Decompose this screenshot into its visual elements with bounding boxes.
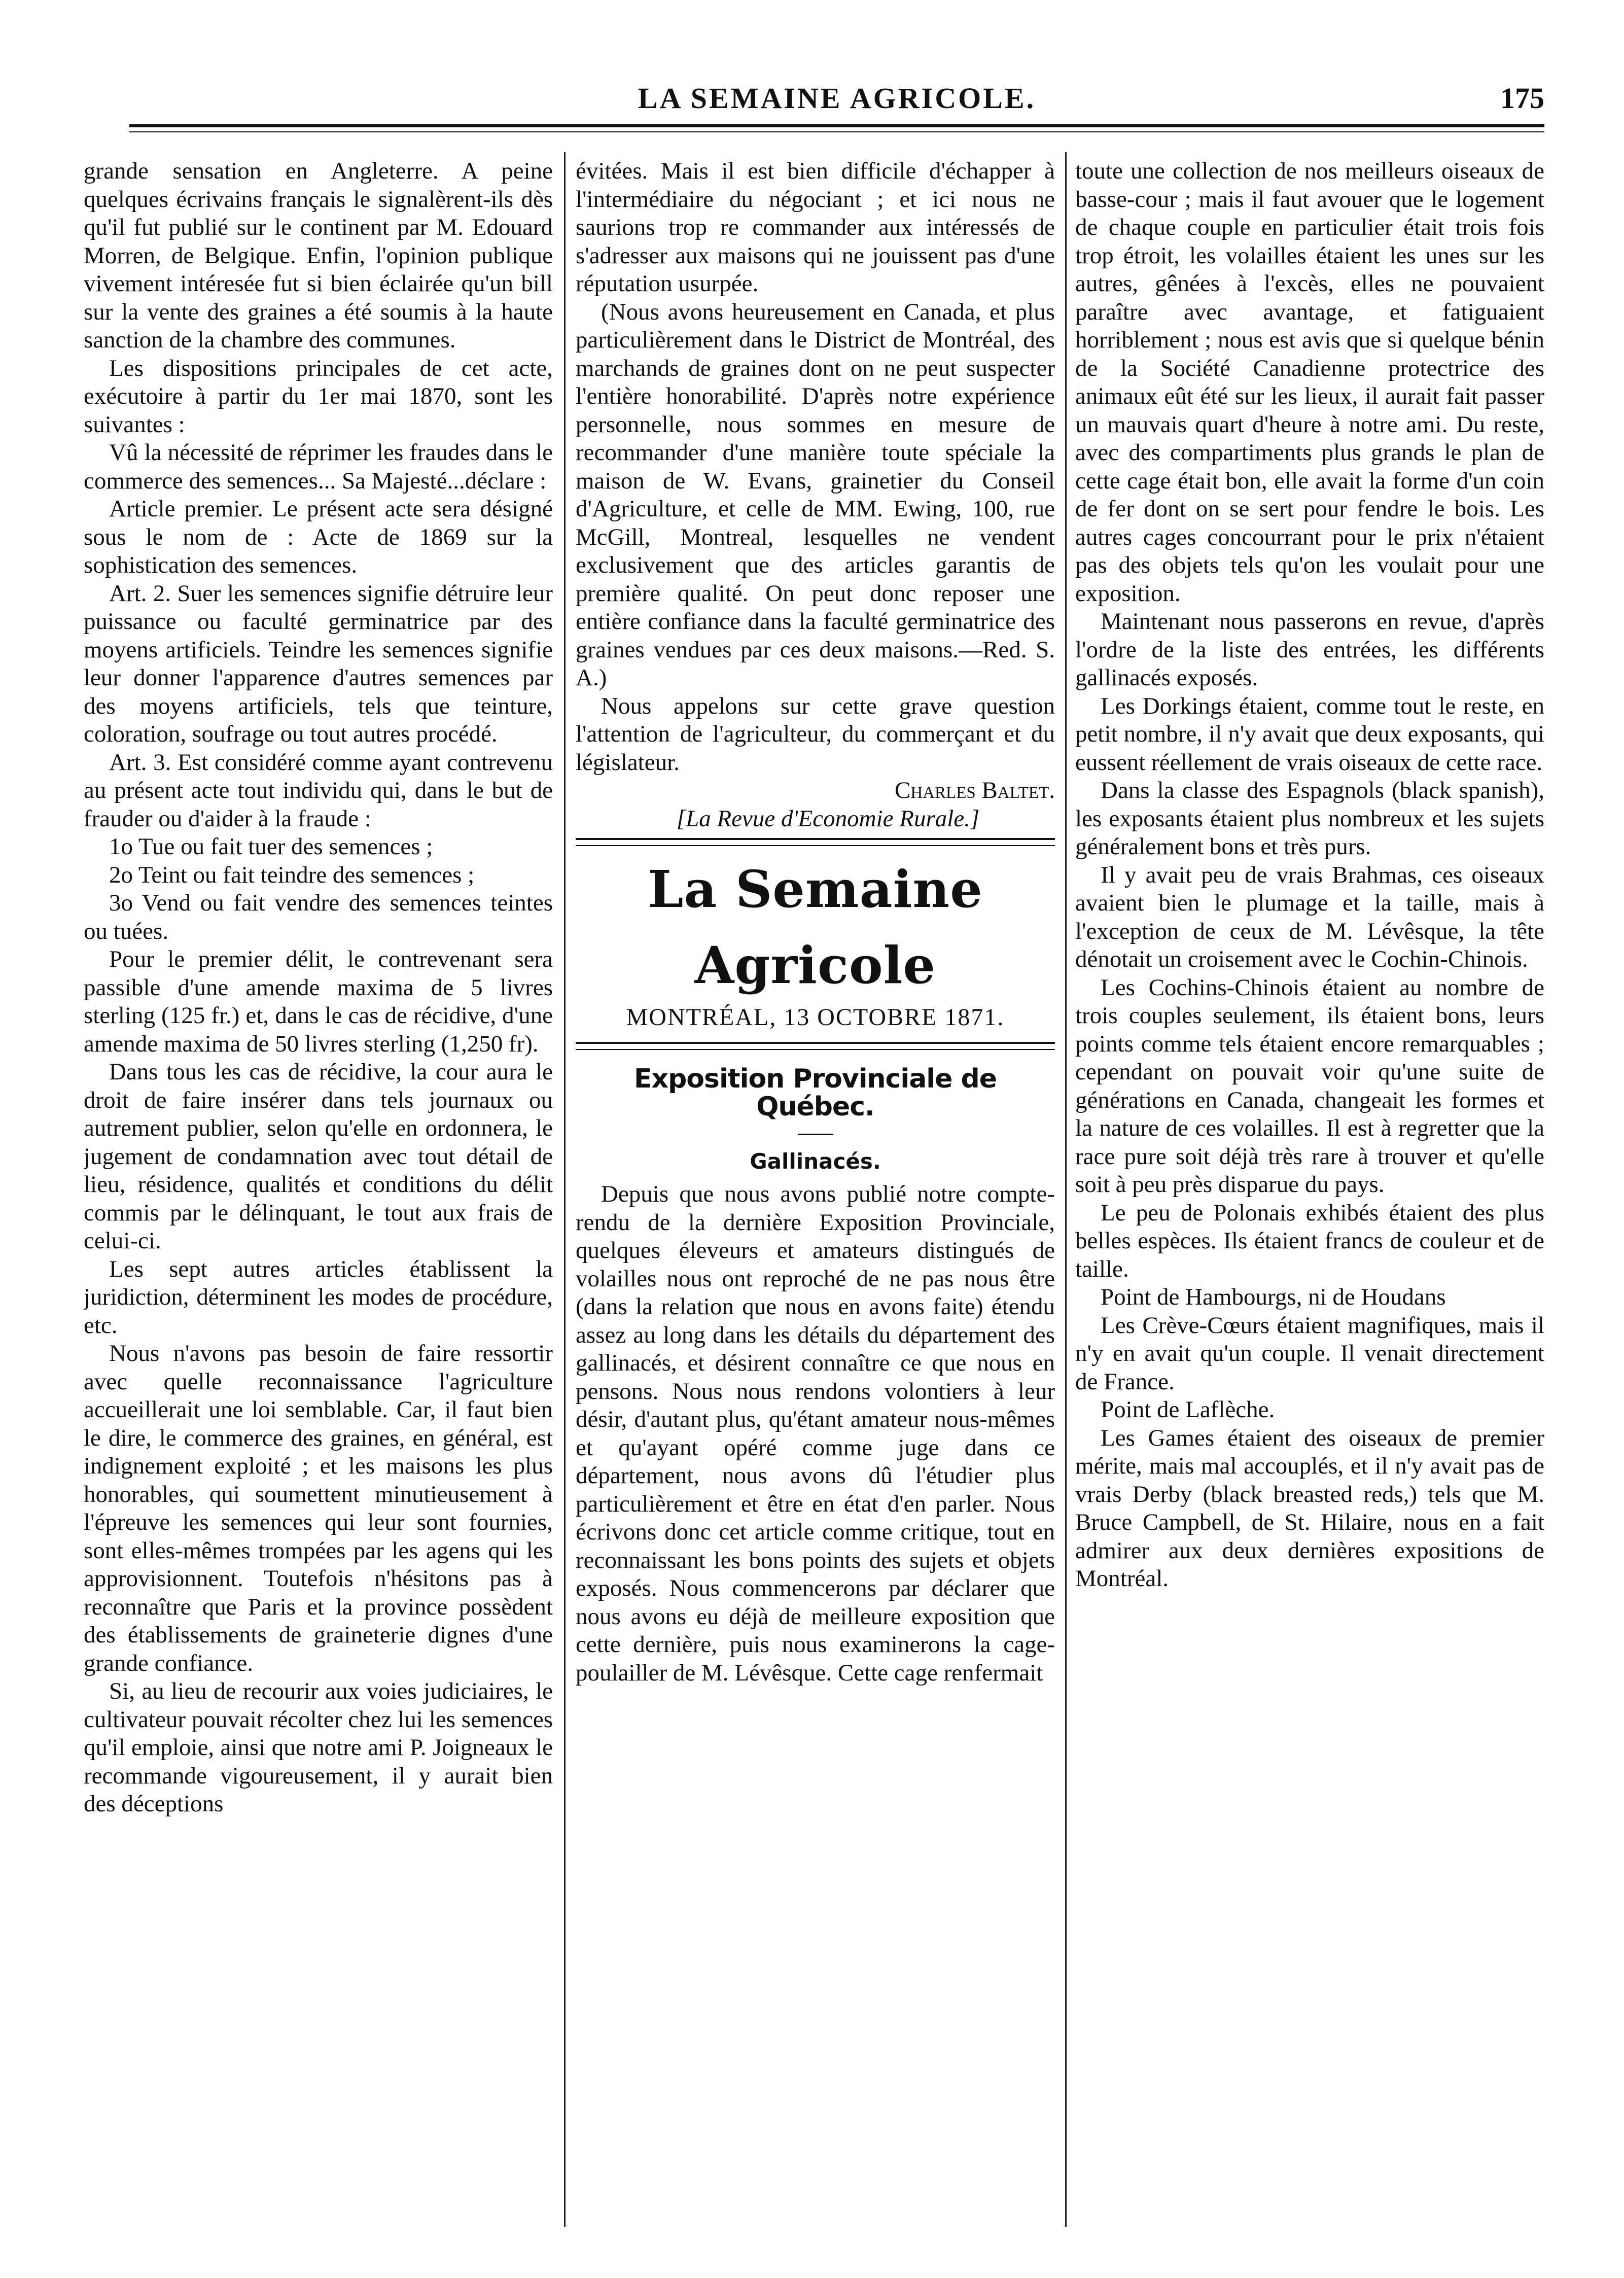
header-rule-thick	[129, 124, 1544, 127]
paragraph: Dans tous les cas de récidive, la cour aura le droit de faire insérer dans tels journaux ou autrement publier, selon qu'elle en ordonnera, le jugement de condamnation avec tout détail de lieu, résidence, qualités et conditions du délit commis par le délinquant, le tout aux frais de celui-ci.	[84, 1059, 553, 1254]
paragraph: Les dispositions principales de cet acte, exécutoire à partir du 1er mai 1870, sont les suivantes :	[84, 355, 553, 438]
paragraph: Les Games étaient des oiseaux de premier mérite, mais mal accouplés, et il n'y avait pas de vrais Derby (black breasted reds,) tels que M. Bruce Campbell, de St. Hilaire, nous en a fait admirer aux deux dernières expositions de Montréal.	[1075, 1424, 1544, 1592]
paragraph: Art. 2. Suer les semences signifie détruire leur puissance ou faculté germinatrice par des moyens artificiels. Teindre les semences signifie leur donner l'apparence d'autres semences par des moyens artificiels, tels que teinture, coloration, soufrage ou tout autres procédé.	[84, 580, 553, 747]
paragraph: Les Cochins-Chinois étaient au nombre de trois couples seulement, ils étaient bons, leurs points comme tels étaient encore remarquables ; cependant on pouvait voir qu'une suite de générations en Canada, changeait les formes et la nature de ces volailles. Il est à regretter que la race pure soit déjà très rare à trouver et qu'elle soit à peu près disparue du pays.	[1075, 974, 1544, 1198]
paragraph: 2o Teint ou fait teindre des semences ;	[109, 861, 475, 888]
author-signature: Charles Baltet.	[895, 777, 1055, 803]
paragraph: 3o Vend ou fait vendre des semences teintes ou tuées.	[84, 890, 553, 944]
paragraph: Maintenant nous passerons en revue, d'après l'ordre de la liste des entrées, les différents gallinacés exposés.	[1075, 608, 1544, 691]
header-rule-thin	[129, 131, 1544, 132]
paragraph: Le peu de Polonais exhibés étaient des plus belles espèces. Ils étaient francs de couleur et de taille.	[1075, 1199, 1544, 1282]
paragraph: Article premier. Le présent acte sera désigné sous le nom de : Acte de 1869 sur la sophistication des semences.	[84, 496, 553, 578]
masthead-title: La Semaine Agricole	[648, 859, 983, 995]
title-rule	[798, 1134, 833, 1135]
paragraph: (Nous avons heureusement en Canada, et plus particulièrement dans le District de Montréal, des marchands de graines dont on ne peut suspecter l'entière honorabilité. D'après notre expérience personnelle, nous sommes en mesure de recommander d'une manière toute spéciale la maison de W. Evans, grainetier du Conseil d'Agriculture, et celle de MM. Ewing, 100, rue McGill, Montreal, lesquelles ne vendent exclusivement que des articles garantis de première qualité. On peut donc reposer une entière confiance dans la faculté germinatrice des graines vendues par ces deux maisons.—Red. S. A.)	[576, 298, 1055, 691]
column-divider	[564, 152, 566, 2227]
paragraph: Si, au lieu de recourir aux voies judiciaires, le cultivateur pouvait récolter chez lui les semences qu'il emploie, ainsi que notre ami P. Joigneaux le recommande vigoureusement, il y aurait bien des déceptions	[84, 1678, 553, 1817]
article-title: Exposition Provinciale de Québec.	[634, 1063, 997, 1122]
page-header	[129, 81, 1544, 142]
column-2	[576, 157, 1055, 2212]
paragraph: Vû la nécessité de réprimer les fraudes dans le commerce des semences... Sa Majesté...déclare :	[84, 439, 553, 494]
paragraph: Les Crève-Cœurs étaient magnifiques, mais il n'y en avait qu'un couple. Il venait directement de France.	[1075, 1312, 1544, 1395]
paragraph: Les Dorkings étaient, comme tout le reste, en petit nombre, il n'y avait que deux exposants, qui eussent réellement de vrais oiseaux de cette race.	[1075, 692, 1544, 776]
article-subtitle: Gallinacés.	[750, 1148, 881, 1174]
column-3	[1075, 157, 1544, 2212]
paragraph: Dans la classe des Espagnols (black spanish), les exposants étaient plus nombreux et les sujets généralement bons et très purs.	[1075, 777, 1544, 860]
paragraph: Point de Hambourgs, ni de Houdans	[1101, 1284, 1446, 1310]
paragraph: Art. 3. Est considéré comme ayant contrevenu au présent acte tout individu qui, dans le but de frauder ou d'aider à la fraude :	[84, 749, 553, 832]
column-divider	[1065, 152, 1067, 2227]
paragraph: Depuis que nous avons publié notre compte-rendu de la dernière Exposition Provinciale, quelques éleveurs et amateurs distingués de volailles nous ont reproché de ne pas nous être (dans la relation que nous en avons faite) étendu assez au long dans les détails du département des gallinacés, et désirent connaître ce que nous en pensons. Nous nous rendons volontiers à leur désir, d'autant plus, qu'étant amateur nous-mêmes et qu'ayant opéré comme juge dans ce département, nous avons dû l'étudier plus particulièrement et être en état d'en parler. Nous écrivons donc cet article comme critique, tout en reconnaissant les bons points des sujets et objets exposés. Nous commencerons par déclarer que nous avons eu déjà de meilleure exposition que cette dernière, puis nous examinerons la cage-poulailler de M. Lévêsque. Cette cage renfermait	[576, 1181, 1055, 1686]
section-rule	[576, 1042, 1055, 1050]
page-number: 175	[1500, 82, 1544, 115]
paragraph: Il y avait peu de vrais Brahmas, ces oiseaux avaient bien le plumage et la taille, mais à l'exception de ceux de M. Lévêsque, la tête dénotait un croisement avec le Cochin-Chinois.	[1075, 861, 1544, 972]
paragraph: 1o Tue ou fait tuer des semences ;	[109, 833, 433, 860]
source-citation: [La Revue d'Economie Rurale.]	[676, 805, 980, 832]
paragraph: toute une collection de nos meilleurs oiseaux de basse-cour ; mais il faut avouer que le logement de chaque couple en particulier était trois fois trop étroit, les volailles étaient les unes sur les autres, gênées à l'excès, elles ne pouvaient paraître avec avantage, et fatiguaient horriblement ; nous est avis que si quelque bénin de la Société Canadienne protectrice des animaux eût été sur les lieux, il aurait fait passer un mauvais quart d'heure à notre ami. Du reste, avec des compartiments plus grands le plan de cette cage était bon, elle avait la forme d'un coin de fer dont on se sert pour fendre le bois. Les autres cages concourrant pour le prix n'étaient pas des objets tels qu'on les voulait pour une exposition.	[1075, 158, 1544, 607]
paragraph: Point de Laflèche.	[1101, 1396, 1275, 1423]
paragraph: Les sept autres articles établissent la juridiction, déterminent les modes de procédure, etc.	[84, 1255, 553, 1339]
paragraph: grande sensation en Angleterre. A peine quelques écrivains français le signalèrent-ils dès qu'il fut publié sur le continent par M. Edouard Morren, de Belgique. Enfin, l'opinion publique vivement intéresée fut si bien éclairée qu'un bill sur la vente des graines a été soumis à la haute sanction de la chambre des communes.	[84, 158, 553, 353]
paragraph: Nous appelons sur cette grave question l'attention de l'agriculteur, du commerçant et du législateur.	[576, 692, 1055, 776]
column-1	[84, 157, 553, 2212]
dateline: MONTRÉAL, 13 OCTOBRE 1871.	[626, 1004, 1005, 1031]
running-title: LA SEMAINE AGRICOLE.	[638, 82, 1036, 115]
paragraph: évitées. Mais il est bien difficile d'échapper à l'intermédiaire du négociant ; et ici nous ne saurions trop re commander aux intéressés de s'adresser aux maisons qui ne jouissent pas d'une réputation usurpée.	[576, 158, 1055, 297]
paragraph: Nous n'avons pas besoin de faire ressortir avec quelle reconnaissance l'agriculture accueillerait une loi semblable. Car, il faut bien le dire, le commerce des graines, en général, est indignement exploité ; et les maisons les plus honorables, qui soumettent minutieusement à l'épreuve les semences qui leur sont fournies, sont elles-mêmes trompées par les agens qui les approvisionnent. Toutefois n'hésitons pas à reconnaître que Paris et la province possèdent des établissements de graineterie dignes d'une grande confiance.	[84, 1340, 553, 1676]
section-rule	[576, 838, 1055, 846]
paragraph: Pour le premier délit, le contrevenant sera passible d'une amende maxima de 5 livres sterling (125 fr.) et, dans le cas de récidive, d'une amende maxima de 50 livres sterling (1,250 fr).	[84, 946, 553, 1057]
